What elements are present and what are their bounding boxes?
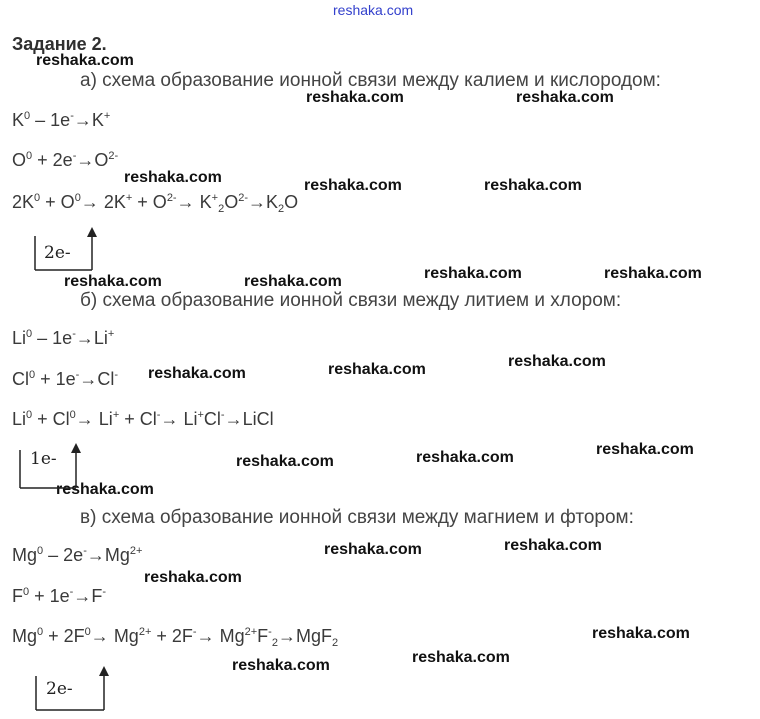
watermark: reshaka.com <box>56 481 154 498</box>
section-c-heading: в) схема образование ионной связи между магнием и фтором: <box>80 507 634 528</box>
equation-b3: $Li^0 + Cl^0\to Li^+ + Cl^-\to$ Li+Cl-→LiCl <box>12 409 274 429</box>
watermark: reshaka.com <box>64 273 162 290</box>
equation-a2: $O^0 + 2e^-\to O^{2-}$ <box>12 150 119 170</box>
equation-c1: $Mg^0 - 2e^-\to Mg^{2+}$ <box>12 545 143 565</box>
watermark: reshaka.com <box>596 441 694 458</box>
equation-b1: Li$^0$ – 1e-→Li+ <box>12 328 115 348</box>
electron-label: 1e- <box>30 449 57 469</box>
watermark: reshaka.com <box>416 449 514 466</box>
watermark: reshaka.com <box>604 265 702 282</box>
watermark-top: reshaka.com <box>333 2 414 18</box>
watermark: reshaka.com <box>328 361 426 378</box>
watermark: reshaka.com <box>484 177 582 194</box>
equation-a1: $K^0 - 1e^-\to K^+$ <box>12 110 111 130</box>
watermark: reshaka.com <box>148 365 246 382</box>
watermark: reshaka.com <box>236 453 334 470</box>
watermark: reshaka.com <box>508 353 606 370</box>
electron-label: 2e- <box>44 243 71 263</box>
section-a-heading: а) схема образование ионной связи между калием и кислородом: <box>80 70 661 91</box>
watermark: reshaka.com <box>124 169 222 186</box>
watermark: reshaka.com <box>592 625 690 642</box>
watermark: reshaka.com <box>504 537 602 554</box>
watermark: reshaka.com <box>304 177 402 194</box>
watermark: reshaka.com <box>232 657 330 674</box>
equation-a3: $2K^0 + O^0\to 2K^+ + O^{2-}\to K^+_2O^{2-}\to K_2O$ <box>12 192 299 215</box>
electron-label: 2e- <box>46 679 73 699</box>
equation-b2: $Cl^0 + 1e^-\to Cl^-$ <box>12 369 119 389</box>
equation-c2: $F^0 + 1e^-\to F^-$ <box>12 586 107 606</box>
watermark: reshaka.com <box>36 52 134 69</box>
watermark: reshaka.com <box>424 265 522 282</box>
watermark: reshaka.com <box>412 649 510 666</box>
watermark: reshaka.com <box>244 273 342 290</box>
task-title: Задание 2. <box>12 34 107 54</box>
electron-transfer-arrow <box>30 664 120 716</box>
watermark: reshaka.com <box>144 569 242 586</box>
watermark: reshaka.com <box>516 89 614 106</box>
watermark: reshaka.com <box>324 541 422 558</box>
section-b-heading: б) схема образование ионной связи между литием и хлором: <box>80 290 622 311</box>
equation-c3: $Mg^0 + 2F^0\to Mg^{2+} + 2F^-\to Mg^{2+}F^-_2\to MgF_2$ <box>12 626 339 649</box>
watermark: reshaka.com <box>306 89 404 106</box>
